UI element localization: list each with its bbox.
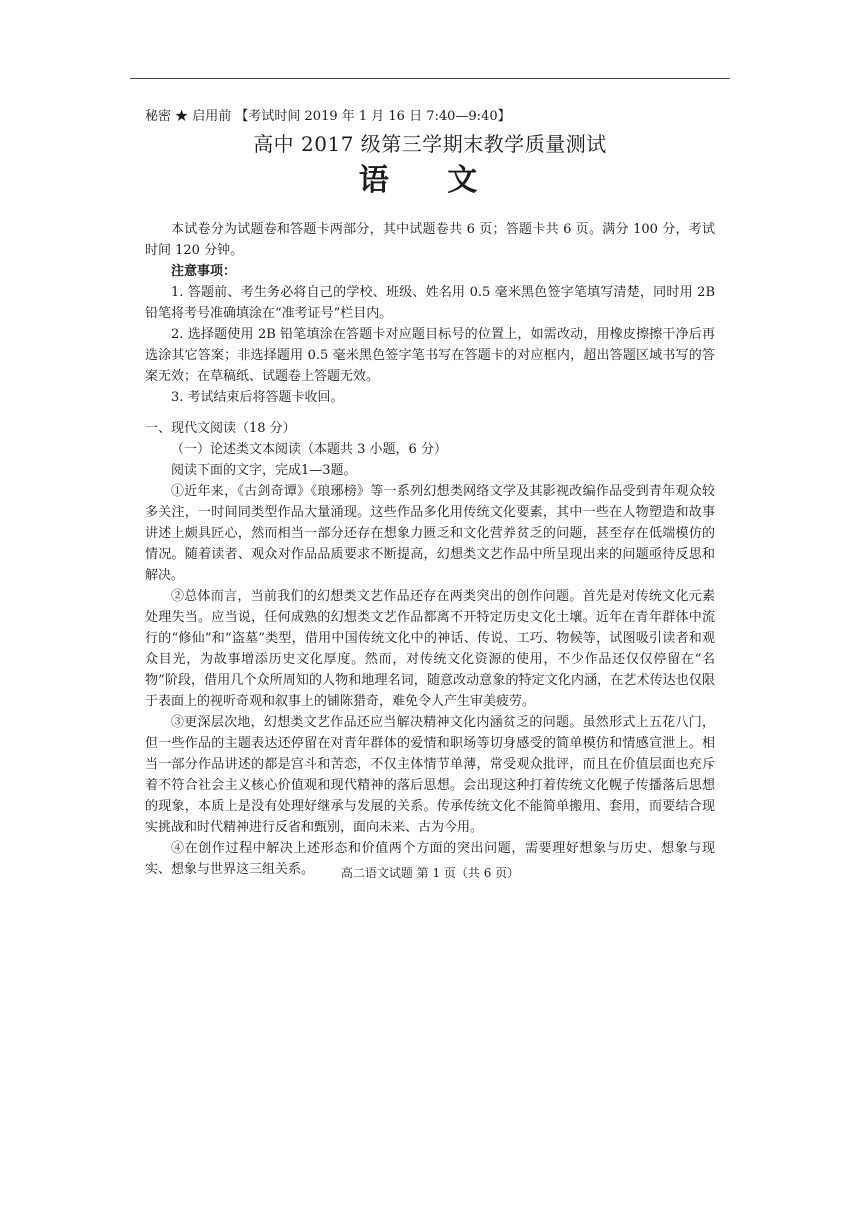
subject-title: 语 文 <box>358 163 502 198</box>
passage-paragraph: ②总体而言，当前我们的幻想类文艺作品还存在两类突出的创作问题。首先是对传统文化元素处理失当。应当说，任何成熟的幻想类文艺作品都离不开特定历史文化土壤。近年在青年群体中流行的“修仙”和“盗墓”类型，借用中国传统文化中的神话、传说、工巧、物候等，试图吸引读者和观众目光，为故事增添历史文化厚度。然而，对传统文化资源的使用，不少作品还仅仅停留在“名物”阶段，借用几个众所周知的人物和地理名词，随意改动意象的特定文化内涵，在艺术传达也仅限于表面上的视听奇观和叙事上的铺陈猎奇，难免令人产生审美疲劳。 <box>145 589 715 709</box>
passage-paragraph: ③更深层次地，幻想类文艺作品还应当解决精神文化内涵贫乏的问题。虽然形式上五花八门，但一些作品的主题表达还停留在对青年群体的爱情和职场等切身感受的简单模仿和情感宣泄上。相当一部分作品讲述的都是宫斗和苦恋，不仅主体情节单薄，常受观众批评，而且在价值层面也充斥着不符合社会主义核心价值观和现代精神的落后思想。会出现这种打着传统文化幌子传播落后思想的现象，本质上是没有处理好继承与发展的关系。传承传统文化不能简单搬用、套用，而要结合现实挑战和时代精神进行反省和甄别，面向未来、古为今用。 <box>145 715 715 835</box>
notice-item: 1. 答题前、考生务必将自己的学校、班级、姓名用 0.5 毫米黑色签字笔填写清楚，同时用 2B 铅笔将考号准确填涂在“准考证号”栏目内。 <box>145 285 715 321</box>
page-footer: 高二语文试题 第 1 页（共 6 页） <box>340 866 520 880</box>
notice-heading: 注意事项： <box>171 264 237 279</box>
section-subheading: （一）论述类文本阅读（本题共 3 小题，6 分） <box>171 442 447 457</box>
intro-text: 本试卷分为试题卷和答题卡两部分，其中试题卷共 6 页；答题卡共 6 页。满分 100 分，考试时间 120 分钟。 <box>145 222 715 258</box>
passage-paragraph: ④在创作过程中解决上述形态和价值两个方面的突出问题，需要理好想象与历史、想象与现实、想象与世界这三组关系。 <box>145 841 715 877</box>
notice-item: 2. 选择题使用 2B 铅笔填涂在答题卡对应题目标号的位置上，如需改动，用橡皮擦擦干净后再选涂其它答案；非选择题用 0.5 毫米黑色签字笔书写在答题卡的对应框内，超出答题区域书写的答案无效；在草稿纸、试题卷上答题无效。 <box>145 327 715 384</box>
passage-paragraph: ①近年来，《古剑奇谭》《琅琊榜》等一系列幻想类网络文学及其影视改编作品受到青年观众较多关注，一时间同类型作品大量涌现。这些作品多化用传统文化要素，其中一些在人物塑造和故事讲述上颇具匠心，然而相当一部分还存在想象力匮乏和文化营养贫乏的问题，甚至存在低端模仿的情况。随着读者、观众对作品品质要求不断提高，幻想类文艺作品中所呈现出来的问题亟待反思和解决。 <box>145 484 715 583</box>
exam-title: 高中 2017 级第三学期末教学质量测试 <box>253 132 607 156</box>
top-rule <box>130 78 730 79</box>
secret-line: 秘密 ★ 启用前 【考试时间 2019 年 1 月 16 日 7:40—9:40】 <box>145 109 511 124</box>
notice-item: 3. 考试结束后将答题卡收回。 <box>171 390 344 405</box>
reading-instruction: 阅读下面的文字，完成1—3题。 <box>171 463 357 478</box>
page-content <box>145 106 715 880</box>
section-heading: 一、现代文阅读（18 分） <box>145 421 296 436</box>
